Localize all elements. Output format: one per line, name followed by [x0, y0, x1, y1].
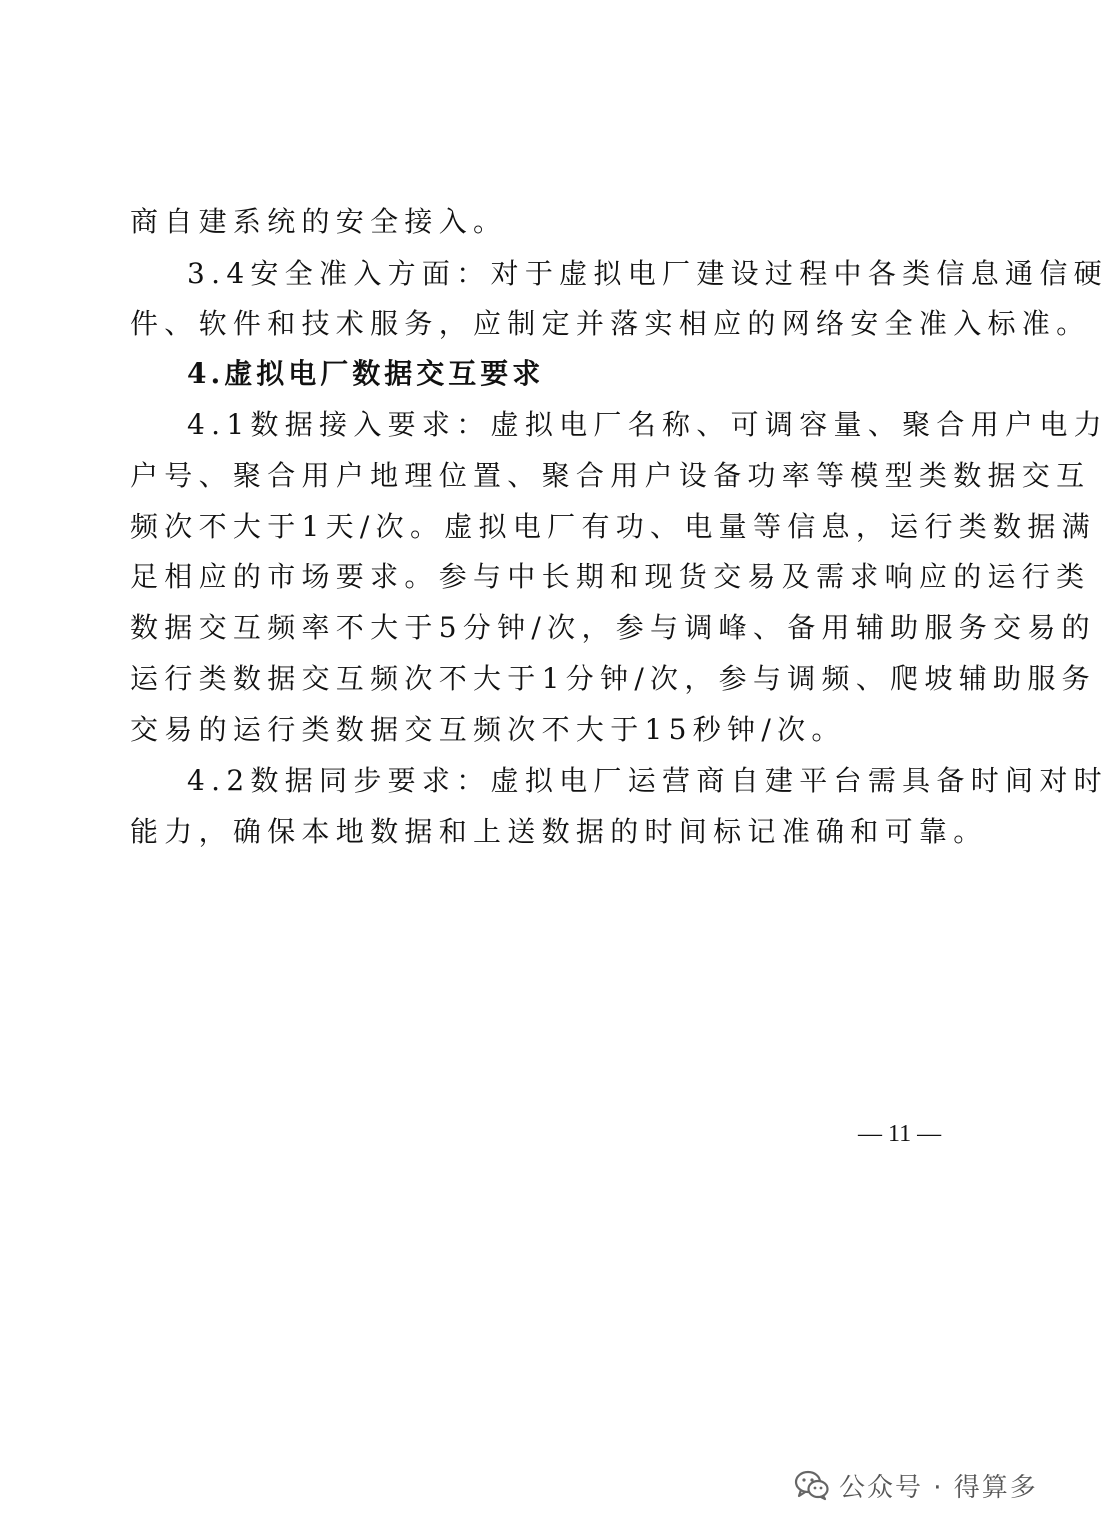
text-line-3: 件、软件和技术服务，应制定并落实相应的网络安全准入标准。	[130, 307, 1091, 340]
watermark	[795, 1465, 1038, 1505]
text-line-11: 交易的运行类数据交互频次不大于15秒钟/次。	[130, 713, 846, 746]
text-line-5: 4.1数据接入要求：虚拟电厂名称、可调容量、聚合用户电力	[187, 408, 1108, 441]
text-line-12: 4.2数据同步要求：虚拟电厂运营商自建平台需具备时间对时	[187, 764, 1108, 797]
text-line-7: 频次不大于1天/次。虚拟电厂有功、电量等信息，运行类数据满	[130, 510, 1096, 543]
text-line-13: 能力，确保本地数据和上送数据的时间标记准确和可靠。	[130, 815, 988, 848]
page-number: — 11 —	[858, 1121, 942, 1147]
wechat-icon	[795, 1470, 829, 1500]
text-line-9: 数据交互频率不大于5分钟/次，参与调峰、备用辅助服务交易的	[130, 611, 1096, 644]
section-heading: 4.虚拟电厂数据交互要求	[187, 357, 545, 390]
text-line-10: 运行类数据交互频次不大于1分钟/次，参与调频、爬坡辅助服务	[130, 662, 1096, 695]
text-line-6: 户号、聚合用户地理位置、聚合用户设备功率等模型类数据交互	[130, 459, 1091, 492]
text-line-2: 3.4安全准入方面：对于虚拟电厂建设过程中各类信息通信硬	[187, 257, 1108, 290]
text-line-8: 足相应的市场要求。参与中长期和现货交易及需求响应的运行类	[130, 560, 1091, 593]
text-line-1: 商自建系统的安全接入。	[130, 205, 508, 238]
watermark-text: 公众号 · 得算多	[839, 1472, 1038, 1503]
